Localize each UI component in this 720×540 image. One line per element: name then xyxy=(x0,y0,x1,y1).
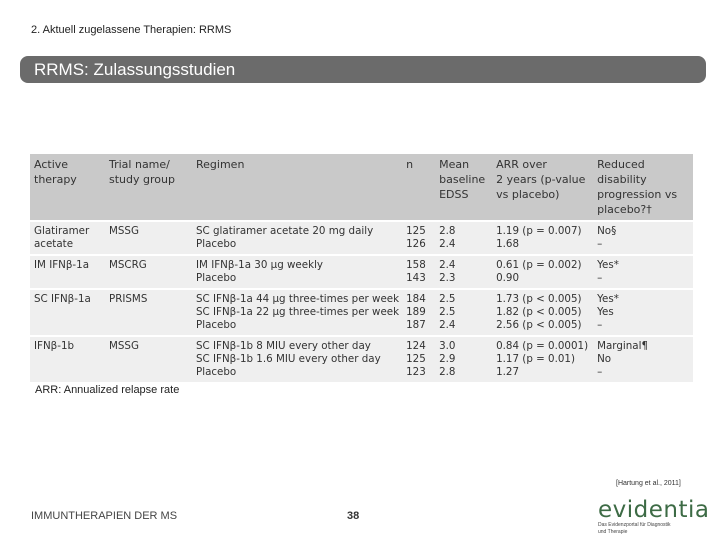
table-row xyxy=(30,221,693,255)
footer-title: IMMUNTHERAPIEN DER MS xyxy=(31,510,178,522)
evidentia-logo xyxy=(598,498,708,536)
table-header-row xyxy=(30,154,693,221)
studies-table xyxy=(30,154,693,382)
cell-regimen: SC IFNβ-1b 8 MIU every other day SC IFNβ-1b 1.6 MIU every other day Placebo xyxy=(192,336,402,382)
cell-regimen: SC IFNβ-1a 44 µg three-times per week SC IFNβ-1a 22 µg three-times per week Placebo xyxy=(192,289,402,336)
col-header-trial: Trial name/ study group xyxy=(105,154,192,221)
cell-disability: Yes* Yes – xyxy=(593,289,693,336)
cell-n: 158 143 xyxy=(402,255,435,289)
col-header-therapy: Active therapy xyxy=(30,154,105,221)
col-header-n: n xyxy=(402,154,435,221)
page-number: 38 xyxy=(347,510,360,522)
cell-disability: No§ – xyxy=(593,221,693,255)
cell-edss: 2.8 2.4 xyxy=(435,221,492,255)
citation: [Hartung et al., 2011] xyxy=(616,480,681,487)
table-row xyxy=(30,289,693,336)
logo-tagline-2: und Therapie xyxy=(598,529,628,535)
col-header-disability: Reduced disability progression vs placebo?† xyxy=(593,154,693,221)
col-header-arr: ARR over 2 years (p-value vs placebo) xyxy=(492,154,593,221)
cell-edss: 2.4 2.3 xyxy=(435,255,492,289)
cell-therapy: Glatiramer acetate xyxy=(30,221,105,255)
table-row xyxy=(30,336,693,382)
cell-n: 184 189 187 xyxy=(402,289,435,336)
col-header-edss: Mean baseline EDSS xyxy=(435,154,492,221)
cell-regimen: SC glatiramer acetate 20 mg daily Placebo xyxy=(192,221,402,255)
cell-arr: 0.61 (p = 0.002) 0.90 xyxy=(492,255,593,289)
cell-arr: 0.84 (p = 0.0001) 1.17 (p = 0.01) 1.27 xyxy=(492,336,593,382)
cell-arr: 1.19 (p = 0.007) 1.68 xyxy=(492,221,593,255)
cell-disability: Yes* – xyxy=(593,255,693,289)
cell-trial: MSSG xyxy=(105,221,192,255)
cell-trial: MSCRG xyxy=(105,255,192,289)
table-row xyxy=(30,255,693,289)
cell-therapy: IFNβ-1b xyxy=(30,336,105,382)
cell-disability: Marginal¶ No – xyxy=(593,336,693,382)
title-bar xyxy=(20,56,706,83)
abbreviation-note: ARR: Annualized relapse rate xyxy=(35,384,180,396)
cell-therapy: SC IFNβ-1a xyxy=(30,289,105,336)
breadcrumb: 2. Aktuell zugelassene Therapien: RRMS xyxy=(31,24,232,36)
logo-tagline-1: Das Evidenzportal für Diagnostik xyxy=(598,522,671,528)
cell-edss: 3.0 2.9 2.8 xyxy=(435,336,492,382)
logo-name: evidentia xyxy=(598,497,710,523)
page-title: RRMS: Zulassungsstudien xyxy=(34,60,236,79)
cell-trial: PRISMS xyxy=(105,289,192,336)
col-header-regimen: Regimen xyxy=(192,154,402,221)
cell-n: 124 125 123 xyxy=(402,336,435,382)
cell-trial: MSSG xyxy=(105,336,192,382)
cell-arr: 1.73 (p < 0.005) 1.82 (p < 0.005) 2.56 (p < 0.005) xyxy=(492,289,593,336)
cell-regimen: IM IFNβ-1a 30 µg weekly Placebo xyxy=(192,255,402,289)
cell-therapy: IM IFNβ-1a xyxy=(30,255,105,289)
cell-edss: 2.5 2.5 2.4 xyxy=(435,289,492,336)
cell-n: 125 126 xyxy=(402,221,435,255)
